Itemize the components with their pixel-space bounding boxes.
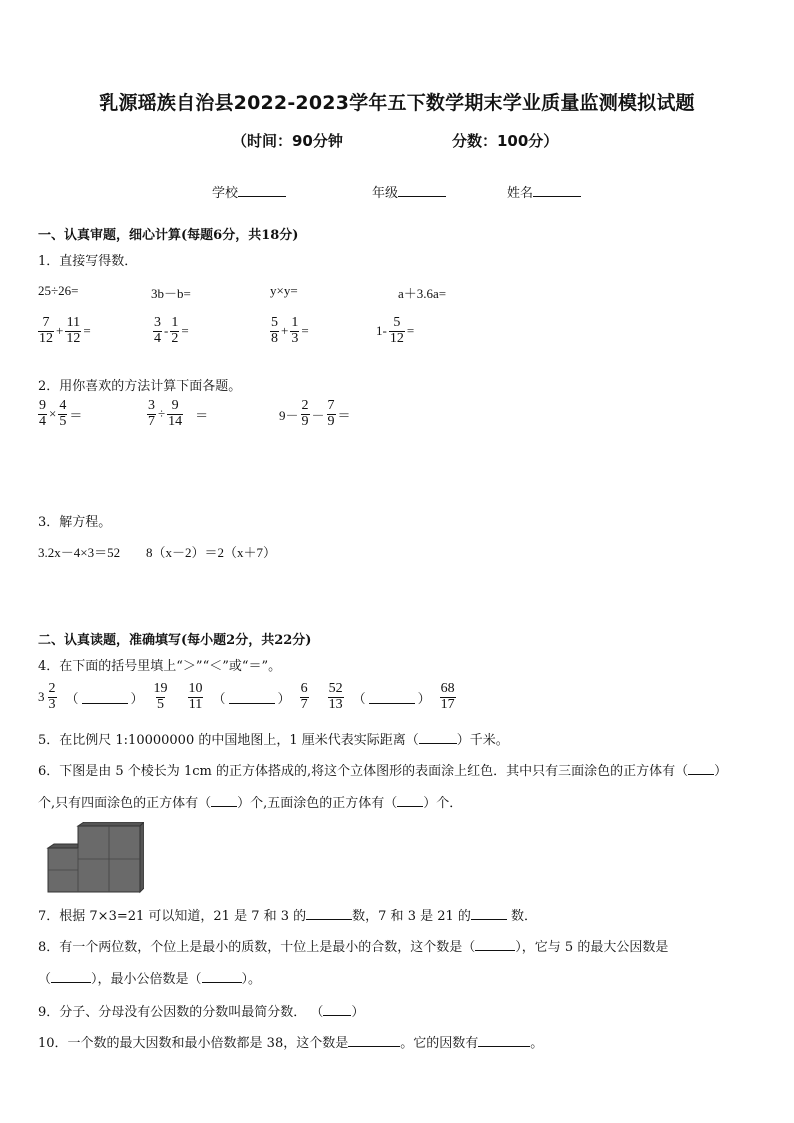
question-9: 9．分子、分母没有公因数的分数叫最简分数． （ ） (38, 1001, 364, 1020)
question-7: 7．根据 7×3=21 可以知道，21 是 7 和 3 的 数，7 和 3 是 21 的 数． (38, 905, 537, 924)
exam-title: 乳源瑶族自治县2022-2023学年五下数学期末学业质量监测模拟试题 (99, 92, 695, 114)
q1-fraction-expr-3: $\frac{5}{8}$ + $\frac{1}{3}$ = (271, 315, 309, 346)
q8-blank-2[interactable] (51, 969, 91, 983)
q10-blank-2[interactable] (478, 1033, 530, 1047)
question-10: 10．一个数的最大因数和最小倍数都是 38，这个数是 。它的因数有 。 (38, 1032, 543, 1051)
question-8-line-1: 8．有一个两位数，个位上是最小的质数，十位上是最小的合数，这个数是（ ），它与 5 的最大公因数是 (38, 936, 668, 955)
question-6-line-2: 个,只有四面涂色的正方体有（ ）个,五面涂色的正方体有（ ）个． (38, 792, 462, 811)
fraction: $\frac{2}{9}$ (301, 398, 309, 429)
compare-blank-2[interactable] (229, 690, 275, 704)
fraction: $\frac{19}{5}$ (153, 681, 168, 712)
q5-answer-blank[interactable] (419, 730, 457, 744)
q1-expr-3: y×y= (270, 283, 298, 298)
compare-blank-3[interactable] (369, 690, 415, 704)
q10-blank-1[interactable] (348, 1033, 400, 1047)
q6-blank-1[interactable] (688, 761, 714, 775)
fraction: $\frac{3}{7}$ (148, 398, 155, 429)
name-field[interactable] (507, 182, 581, 201)
school-field[interactable] (212, 182, 286, 201)
question-1: 1．直接写得数． (38, 254, 138, 269)
q2-expr-1: $\frac{9}{4}$ × $\frac{4}{5}$ ＝ (39, 398, 83, 429)
fraction: $\frac{3}{4}$ (154, 315, 161, 346)
compare-blank-1[interactable] (82, 690, 128, 704)
grade-label: 年级 (372, 186, 399, 201)
fraction: $\frac{9}{14}$ (168, 398, 183, 429)
name-label: 姓名 (507, 186, 534, 201)
q1-expr-2: 3b－b= (151, 286, 191, 301)
fraction: $\frac{1}{3}$ (291, 315, 299, 346)
q7-blank-1[interactable] (306, 906, 352, 920)
q3-equation-2: 8（x－2）＝2（x＋7） (146, 545, 277, 560)
section2-heading: 二、认真读题，准确填写(每小题2分，共22分) (38, 633, 312, 648)
fraction: $\frac{10}{11}$ (188, 681, 203, 712)
exam-time: （时间：90分钟 (232, 132, 343, 150)
fraction: $\frac{9}{4}$ (39, 398, 46, 429)
question-3: 3．解方程。 (38, 515, 112, 530)
q2-expr-2: $\frac{3}{7}$ ÷ $\frac{9}{14}$ ＝ (148, 398, 209, 429)
school-blank[interactable] (238, 183, 286, 197)
fraction: $\frac{4}{5}$ (59, 398, 67, 429)
q8-blank-1[interactable] (475, 937, 515, 951)
fraction: $\frac{6}{7}$ (300, 681, 308, 712)
q1-fraction-expr-4: 1- $\frac{5}{12}$ = (376, 315, 415, 346)
q2-expr-3: 9－ $\frac{2}{9}$ － $\frac{7}{9}$ ＝ (279, 398, 351, 429)
fraction: $\frac{2}{3}$ (48, 681, 56, 712)
fraction: $\frac{68}{17}$ (440, 681, 455, 712)
q1-fraction-expr-1: $\frac{7}{12}$ + $\frac{11}{12}$ = (39, 315, 91, 346)
question-5: 5．在比例尺 1:10000000 的中国地图上，1 厘米代表实际距离（ ）千米。 (38, 729, 509, 748)
q8-blank-3[interactable] (202, 969, 242, 983)
grade-blank[interactable] (398, 183, 446, 197)
fraction: $\frac{7}{12}$ (39, 315, 53, 346)
fraction: $\frac{7}{9}$ (327, 398, 335, 429)
fraction: $\frac{5}{12}$ (389, 315, 404, 346)
question-2: 2．用你喜欢的方法计算下面各题。 (38, 379, 242, 394)
grade-field[interactable] (372, 182, 446, 201)
q9-blank[interactable] (323, 1002, 351, 1016)
cube-figure (44, 822, 144, 894)
q1-fraction-expr-2: $\frac{3}{4}$ - $\frac{1}{2}$ = (154, 315, 189, 346)
fraction: $\frac{5}{8}$ (271, 315, 278, 346)
name-blank[interactable] (533, 183, 581, 197)
fraction: $\frac{11}{12}$ (66, 315, 81, 346)
q6-blank-3[interactable] (397, 793, 423, 807)
q6-blank-2[interactable] (211, 793, 237, 807)
fraction: $\frac{1}{2}$ (171, 315, 179, 346)
question-6-line-1: 6．下图是由 5 个棱长为 1cm 的正方体搭成的,将这个立体图形的表面涂上红色．其中只有三面涂色的正方体有（ ） (38, 760, 727, 779)
exam-score: 分数：100分） (452, 132, 559, 150)
fraction: $\frac{52}{13}$ (328, 681, 343, 712)
question-8-line-2: （ ），最小公倍数是（ ）。 (38, 968, 261, 987)
q4-compare-row: 3 $\frac{2}{3}$ （ ） $\frac{19}{5}$ $\frac{10}{11}$ （ ） $\frac{6}{7}$ $\frac{52}{13}$ （ ） $\frac{68}{17}$ (38, 681, 455, 712)
q1-expr-4: a＋3.6a= (398, 286, 447, 301)
q7-blank-2[interactable] (471, 906, 507, 920)
q1-expr-1: 25÷26= (38, 283, 79, 298)
q3-equation-1: 3.2x－4×3＝52 (38, 545, 121, 560)
question-4: 4．在下面的括号里填上“＞”“＜”或“＝”。 (38, 659, 282, 674)
school-label: 学校 (212, 186, 239, 201)
section1-heading: 一、认真审题，细心计算(每题6分，共18分) (38, 228, 299, 243)
